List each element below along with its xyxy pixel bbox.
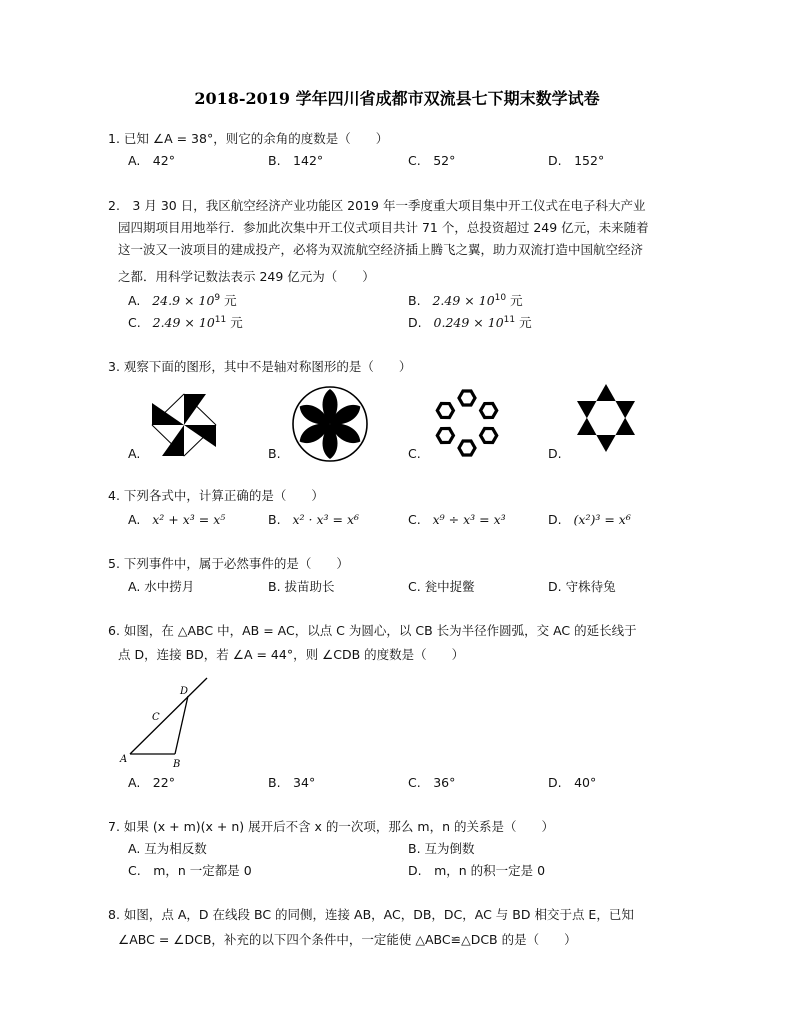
q2-option-c-exponent: 11 [214, 315, 227, 325]
q4-option-d [548, 511, 631, 529]
q8-line-2: ∠ABC = ∠DCB，补充的以下四个条件中，一定能使 △ABC≌△DCB 的是（ ） [118, 932, 577, 947]
figure-label-c: C [152, 712, 160, 723]
q2-option-d-mantissa: 0.249 × 10 [433, 315, 504, 330]
figure-label-d: D [180, 686, 189, 697]
q4-option-d-expr: (x²)³ = x⁶ [573, 512, 631, 527]
q2-option-a-mantissa: 24.9 × 10 [152, 293, 215, 308]
q5-option-c: C. 瓮中捉鳖 [408, 579, 475, 594]
q4-option-c-expr: x⁹ ÷ x³ = x³ [432, 512, 506, 527]
q2-option-a-exponent: 9 [214, 293, 221, 303]
q5-option-a: A. 水中捞月 [128, 579, 195, 594]
q2-option-b [408, 292, 523, 310]
q4-option-b-expr: x² · x³ = x⁶ [292, 512, 360, 527]
q2-option-d-label: D. [408, 315, 422, 330]
figure-label-b: B [173, 759, 181, 770]
triangle-abc-figure [112, 672, 222, 772]
q2-option-c-mantissa: 2.49 × 10 [152, 315, 215, 330]
q7-option-b: B. 互为倒数 [408, 841, 475, 856]
q6-line-1: 6. 如图，在 △ABC 中，AB = AC，以点 C 为圆心，以 CB 长为半径作圆弧，交 AC 的延长线于 [108, 623, 637, 638]
q2-option-b-unit: 元 [510, 293, 523, 308]
q1-option-d: D. 152° [548, 153, 605, 168]
q2-option-a-label: A. [128, 293, 141, 308]
q4-option-c [408, 511, 506, 529]
q5-option-d: D. 守株待兔 [548, 579, 616, 594]
q1-option-a: A. 42° [128, 153, 175, 168]
q2-option-b-label: B. [408, 293, 421, 308]
q2-option-b-mantissa: 2.49 × 10 [432, 293, 495, 308]
pinwheel-figure [148, 392, 220, 458]
q1-stem: 1. 已知 ∠A = 38°，则它的余角的度数是（ ） [108, 131, 389, 146]
page-title: 2018-2019 学年四川省成都市双流县七下期末数学试卷 [194, 89, 600, 108]
q2-option-c [128, 314, 243, 332]
q2-option-b-exponent: 10 [494, 293, 507, 303]
q2-option-c-unit: 元 [230, 315, 243, 330]
q5-stem: 5. 下列事件中，属于必然事件的是（ ） [108, 556, 349, 571]
q5-option-b: B. 拔苗助长 [268, 579, 335, 594]
q4-stem: 4. 下列各式中，计算正确的是（ ） [108, 488, 324, 503]
flower-circle-figure [290, 384, 370, 464]
q4-option-a [128, 511, 225, 529]
q3-label-c: C. [408, 446, 421, 461]
q3-label-a: A. [128, 446, 141, 461]
q7-option-c: C. m，n 一定都是 0 [128, 863, 252, 878]
star-of-david-figure [568, 380, 644, 456]
q1-option-b: B. 142° [268, 153, 324, 168]
q3-stem: 3. 观察下面的图形，其中不是轴对称图形的是（ ） [108, 359, 412, 374]
q4-option-b [268, 511, 359, 529]
q1-option-c: C. 52° [408, 153, 456, 168]
q2-option-d [408, 314, 532, 332]
q2-option-a [128, 292, 237, 310]
q6-option-b: B. 34° [268, 775, 316, 790]
q6-option-d: D. 40° [548, 775, 597, 790]
q7-option-d: D. m，n 的积一定是 0 [408, 863, 546, 878]
q6-option-a: A. 22° [128, 775, 175, 790]
q3-label-d: D. [548, 446, 562, 461]
q2-option-d-unit: 元 [519, 315, 532, 330]
q4-option-b-label: B. [268, 512, 281, 527]
q2-line-2: 园四期项目用地举行．参加此次集中开工仪式项目共计 71 个，总投资超过 249 亿元，未来随着 [118, 220, 649, 235]
q2-line-1: 2. 3 月 30 日，我区航空经济产业功能区 2019 年一季度重大项目集中开工仪式在电子科大产业 [108, 198, 646, 213]
q2-line-3: 这一波又一波项目的建成投产，必将为双流航空经济插上腾飞之翼，助力双流打造中国航空经济 [118, 242, 644, 257]
q6-line-2: 点 D，连接 BD，若 ∠A = 44°，则 ∠CDB 的度数是（ ） [118, 647, 465, 662]
q4-option-a-label: A. [128, 512, 141, 527]
q3-label-b: B. [268, 446, 281, 461]
q2-option-d-exponent: 11 [503, 315, 516, 325]
q2-option-c-label: C. [128, 315, 141, 330]
hexagon-ring-figure [428, 384, 506, 462]
q2-line-4: 之都．用科学记数法表示 249 亿元为（ ） [118, 269, 375, 284]
q8-line-1: 8. 如图，点 A，D 在线段 BC 的同侧，连接 AB，AC，DB，DC，AC 与 BD 相交于点 E，已知 [108, 907, 634, 922]
q2-option-a-unit: 元 [224, 293, 237, 308]
figure-label-a: A [120, 754, 128, 765]
q4-option-a-expr: x² + x³ = x⁵ [152, 512, 226, 527]
q6-option-c: C. 36° [408, 775, 456, 790]
q4-option-d-label: D. [548, 512, 562, 527]
q7-stem: 7. 如果 (x + m)(x + n) 展开后不含 x 的一次项，那么 m，n 的关系是（ ） [108, 819, 554, 834]
q7-option-a: A. 互为相反数 [128, 841, 207, 856]
q4-option-c-label: C. [408, 512, 421, 527]
